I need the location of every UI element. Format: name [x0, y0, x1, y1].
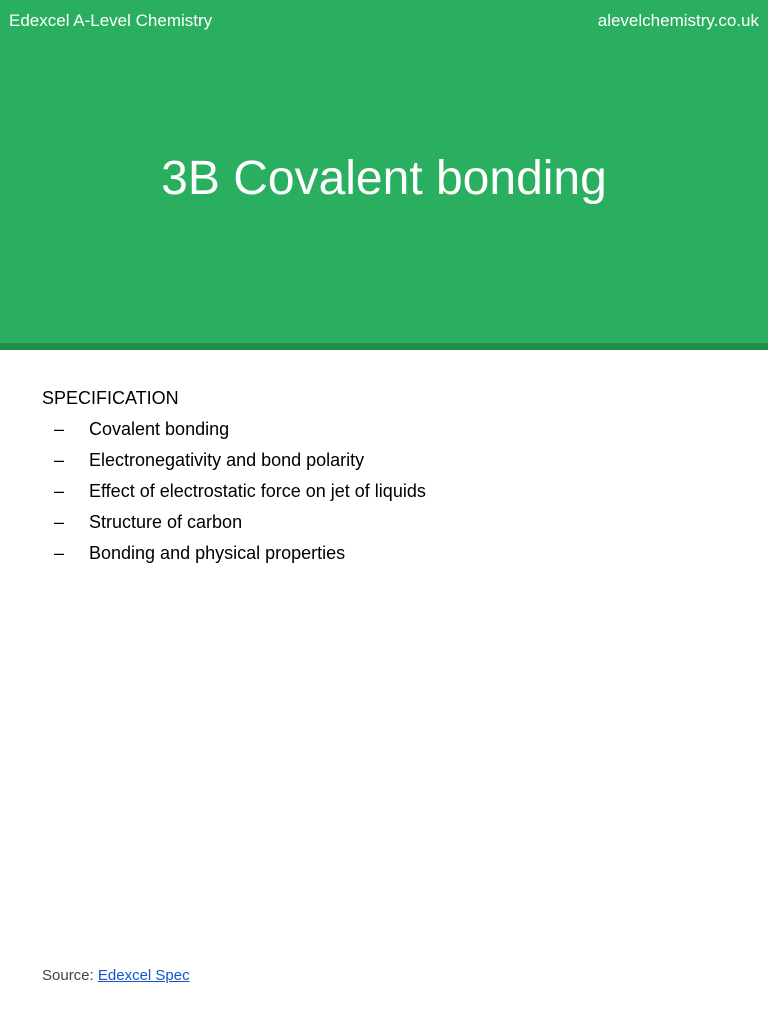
list-item: [42, 510, 732, 541]
list-item-text: Covalent bonding: [89, 419, 230, 439]
source-link[interactable]: Edexcel Spec: [97, 967, 190, 984]
specification-list: [42, 417, 732, 572]
specification-section: [42, 386, 732, 572]
dash-bullet: –: [54, 450, 65, 470]
list-item: [42, 479, 732, 510]
dash-bullet: –: [54, 543, 65, 563]
specification-heading: SPECIFICATION: [42, 388, 179, 408]
list-item-text: Effect of electrostatic force on jet of liquids: [89, 481, 426, 501]
dash-bullet: –: [54, 419, 65, 439]
page-title: 3B Covalent bonding: [161, 152, 607, 205]
dash-bullet: –: [54, 481, 65, 501]
dash-bullet: –: [54, 512, 65, 532]
list-item: [42, 541, 732, 572]
header-band: [0, 0, 768, 343]
list-item-text: Electronegativity and bond polarity: [89, 450, 365, 470]
source-line: [42, 966, 190, 986]
list-item: [42, 448, 732, 479]
header-divider: [0, 343, 768, 350]
list-item: [42, 417, 732, 448]
course-label: Edexcel A-Level Chemistry: [9, 11, 213, 30]
site-label: alevelchemistry.co.uk: [597, 11, 759, 30]
source-label: Source:: [42, 967, 98, 984]
list-item-text: Bonding and physical properties: [89, 543, 346, 563]
list-item-text: Structure of carbon: [89, 512, 243, 532]
